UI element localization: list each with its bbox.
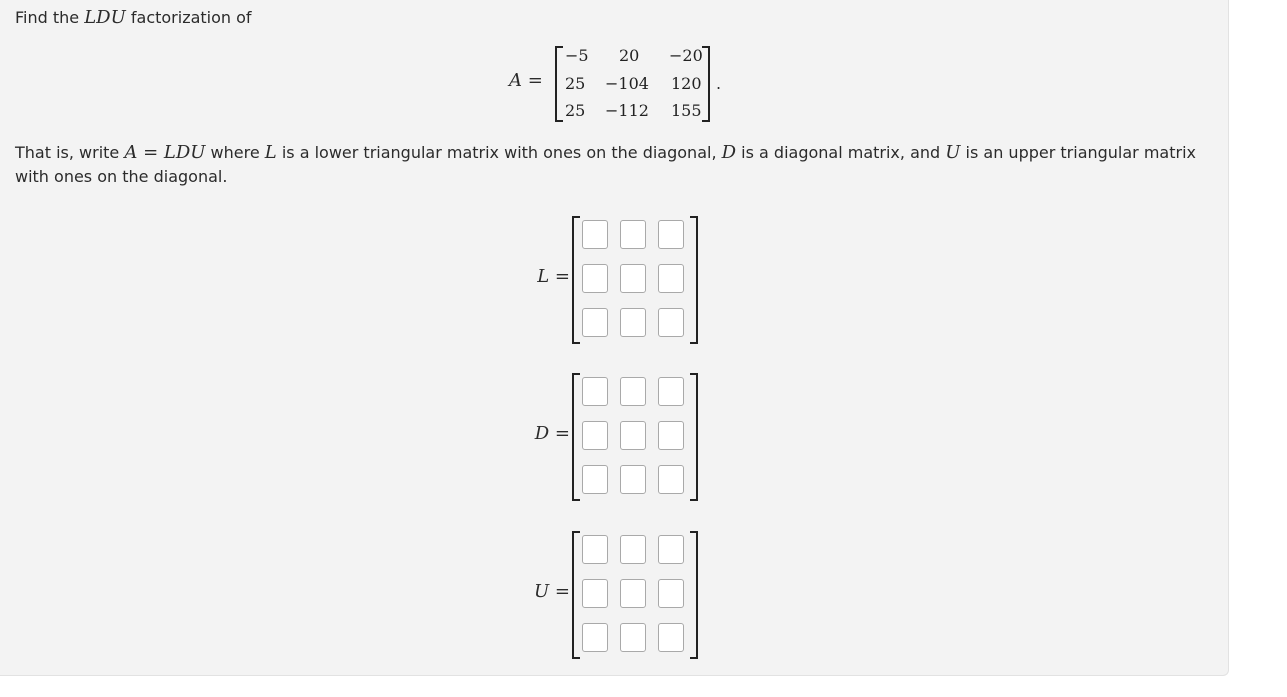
desc-text: That is, write [15,143,120,162]
matrix-a-cell: −104 [605,74,649,93]
intro-math: LDU [84,7,126,28]
matrix-d-entry-r1c1[interactable] [582,377,608,406]
matrix-u-answer [516,529,706,657]
intro-suffix: factorization of [130,8,252,27]
intro-prefix: Find the [15,8,80,27]
matrix-d-entry-r2c3[interactable] [658,421,684,450]
desc-text: is a diagonal matrix, and [741,143,941,162]
matrix-u-entry-r2c3[interactable] [658,579,684,608]
matrix-a-cell: −112 [605,101,649,120]
matrix-a-cell: 120 [671,74,702,93]
matrix-d-grid [582,377,692,493]
matrix-l-left-bracket [572,216,580,344]
desc-math: L [264,142,277,163]
matrix-l-entry-r2c1[interactable] [582,264,608,293]
matrix-a-cell: −5 [565,46,589,65]
matrix-d-entry-r2c2[interactable] [620,421,646,450]
matrix-a-left-bracket [555,46,563,122]
matrix-a-cell: 25 [565,74,586,93]
matrix-d-left-bracket [572,373,580,501]
matrix-a-cell: −20 [669,46,703,65]
matrix-d-entry-r2c1[interactable] [582,421,608,450]
matrix-l-entry-r1c1[interactable] [582,220,608,249]
matrix-l-entry-r1c2[interactable] [620,220,646,249]
desc-math: U [945,142,961,163]
matrix-u-entry-r1c1[interactable] [582,535,608,564]
matrix-d-entry-r3c1[interactable] [582,465,608,494]
matrix-u-entry-r2c2[interactable] [620,579,646,608]
matrix-d-entry-r3c2[interactable] [620,465,646,494]
matrix-u-left-bracket [572,531,580,659]
question-intro [15,8,252,28]
matrix-a [509,44,749,122]
matrix-a-period: . [716,74,722,93]
matrix-u-grid [582,535,692,651]
matrix-u-entry-r3c3[interactable] [658,623,684,652]
matrix-u-label: U = [534,581,570,602]
matrix-a-label: A = [509,70,543,91]
desc-text: is an upper triangular matrix with ones on the diagonal. [15,143,1196,186]
matrix-l-entry-r3c3[interactable] [658,308,684,337]
desc-math: D [721,142,737,163]
desc-math: A = LDU [124,142,206,163]
matrix-l-label: L = [537,266,570,287]
matrix-l-grid [582,220,692,336]
matrix-l-entry-r3c1[interactable] [582,308,608,337]
desc-text: is a lower triangular matrix with ones on the diagonal, [281,143,717,162]
matrix-d-entry-r3c3[interactable] [658,465,684,494]
matrix-d-answer [516,371,706,499]
matrix-l-entry-r2c2[interactable] [620,264,646,293]
matrix-l-answer [516,214,706,342]
desc-text: where [210,143,260,162]
matrix-d-label: D = [534,423,570,444]
matrix-a-cell: 155 [671,101,702,120]
matrix-d-entry-r1c2[interactable] [620,377,646,406]
matrix-u-entry-r3c2[interactable] [620,623,646,652]
matrix-u-entry-r1c3[interactable] [658,535,684,564]
matrix-l-entry-r2c3[interactable] [658,264,684,293]
matrix-d-entry-r1c3[interactable] [658,377,684,406]
matrix-l-entry-r1c3[interactable] [658,220,684,249]
matrix-u-entry-r2c1[interactable] [582,579,608,608]
matrix-u-entry-r1c2[interactable] [620,535,646,564]
matrix-u-entry-r3c1[interactable] [582,623,608,652]
question-description [15,141,1210,189]
matrix-a-cell: 20 [619,46,640,65]
matrix-l-entry-r3c2[interactable] [620,308,646,337]
matrix-a-right-bracket [702,46,710,122]
matrix-a-cell: 25 [565,101,586,120]
